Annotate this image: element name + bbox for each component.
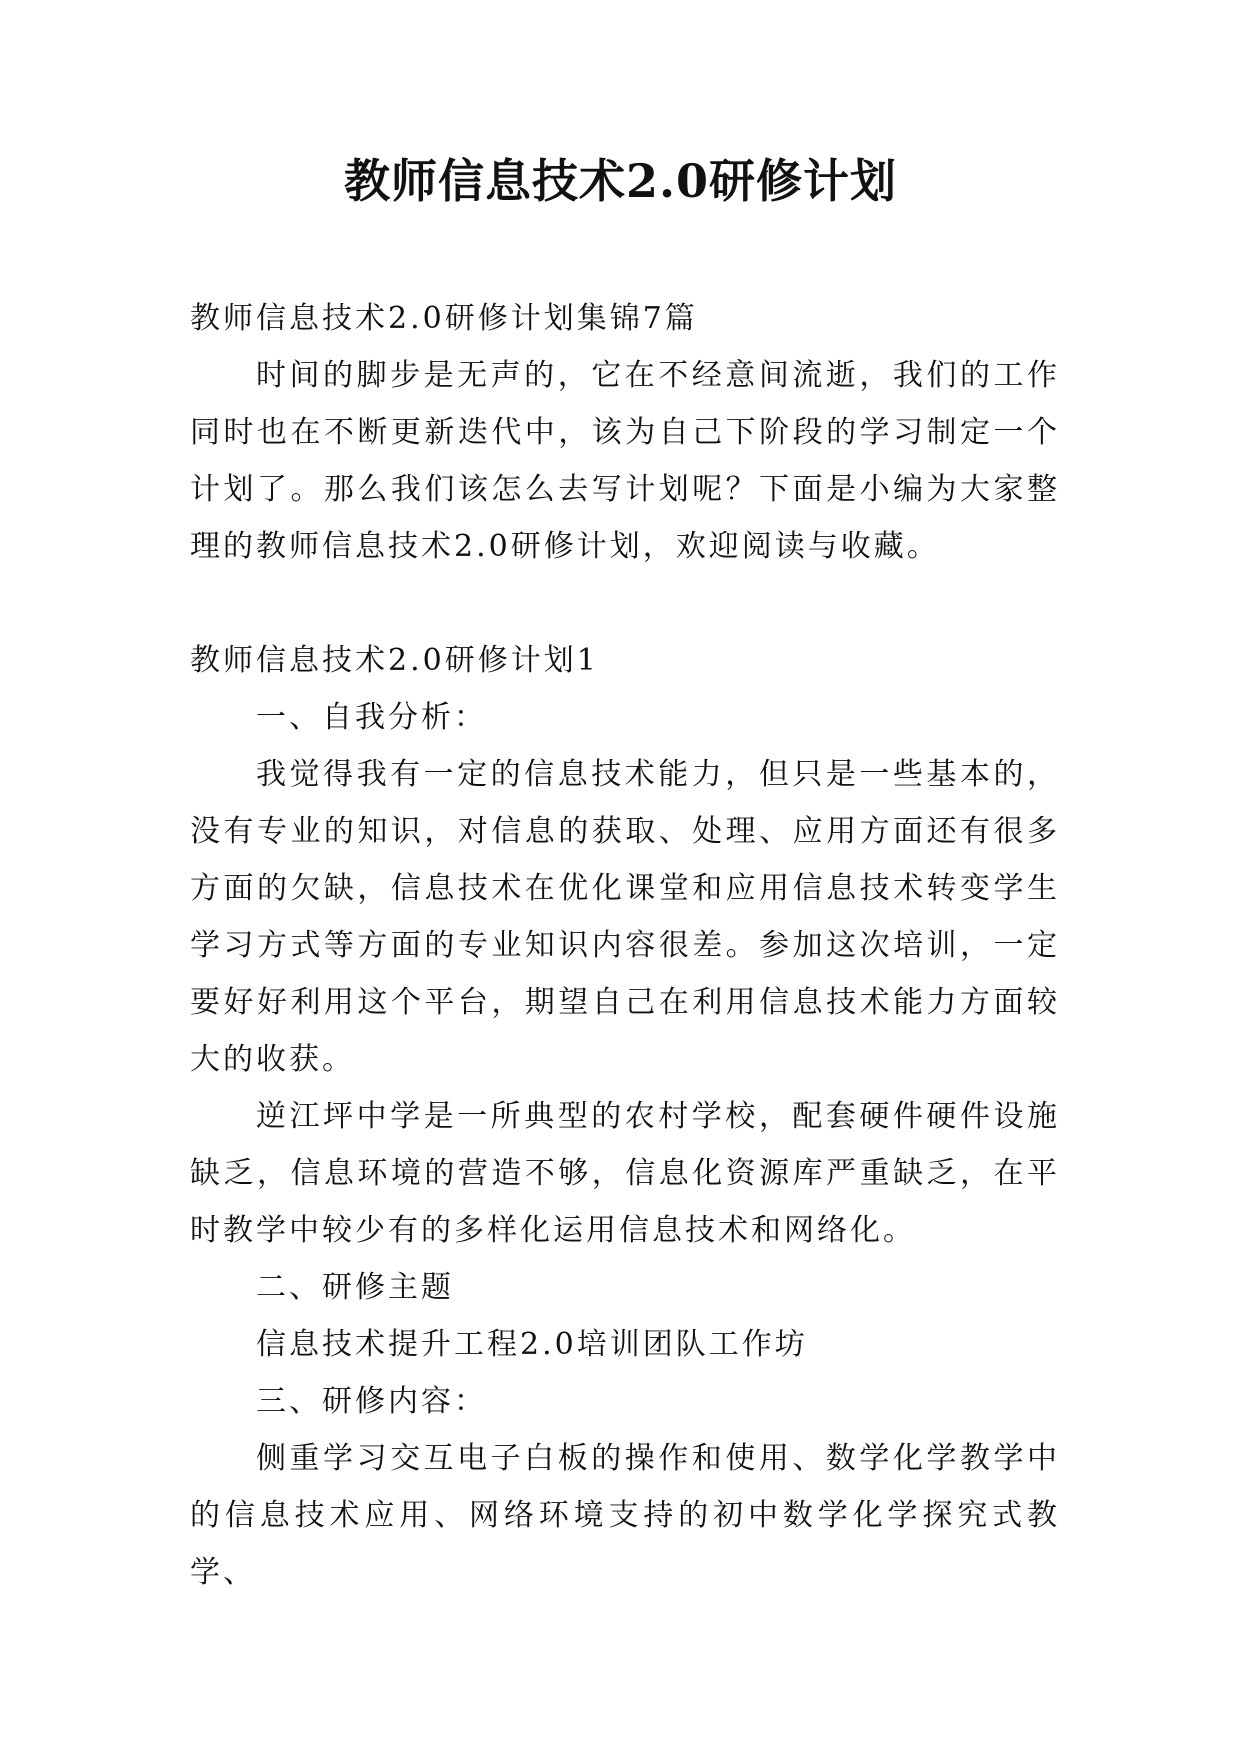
document-title: 教师信息技术2.0研修计划 (343, 154, 898, 208)
section-heading: 教师信息技术2.0研修计划1 (190, 643, 599, 678)
study-theme-text: 信息技术提升工程2.0培训团队工作坊 (256, 1327, 808, 1362)
document-body (190, 290, 1060, 1601)
self-analysis-paragraph-2: 逆江坪中学是一所典型的农村学校，配套硬件硬件设施缺乏，信息环境的营造不够，信息化资源库严重缺乏，在平时教学中较少有的多样化运用信息技术和网络化。 (190, 1099, 1060, 1248)
study-content-heading: 三、研修内容： (256, 1384, 487, 1419)
intro-paragraph: 时间的脚步是无声的，它在不经意间流逝，我们的工作同时也在不断更新迭代中，该为自己下阶段的学习制定一个计划了。那么我们该怎么去写计划呢？下面是小编为大家整理的教师信息技术2.0研修计划，欢迎阅读与收藏。 (190, 358, 1060, 564)
study-theme-heading: 二、研修主题 (256, 1270, 454, 1305)
self-analysis-heading: 一、自我分析： (256, 700, 487, 735)
self-analysis-paragraph-1: 我觉得我有一定的信息技术能力，但只是一些基本的，没有专业的知识，对信息的获取、处理、应用方面还有很多方面的欠缺，信息技术在优化课堂和应用信息技术转变学生学习方式等方面的专业知识内容很差。参加这次培训，一定要好好利用这个平台，期望自己在利用信息技术能力方面较大的收获。 (190, 757, 1060, 1077)
collection-subtitle: 教师信息技术2.0研修计划集锦7篇 (190, 301, 698, 336)
study-content-paragraph: 侧重学习交互电子白板的操作和使用、数学化学教学中的信息技术应用、网络环境支持的初中数学化学探究式教学、 (190, 1441, 1060, 1590)
